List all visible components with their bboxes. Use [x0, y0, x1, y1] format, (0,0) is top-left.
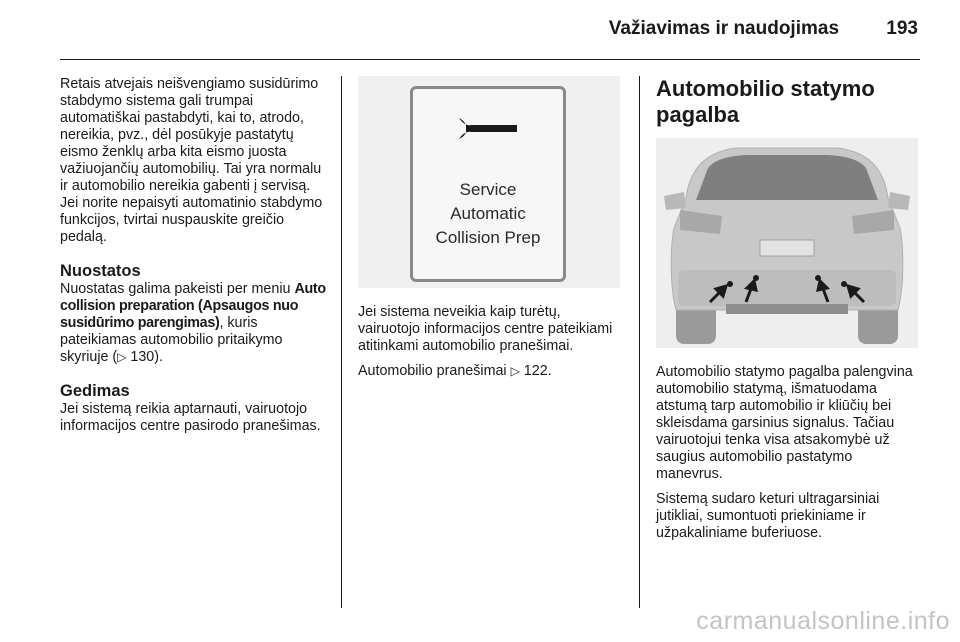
- car-rear-figure: [656, 138, 918, 348]
- column-1: [60, 76, 328, 443]
- undercarriage: [726, 304, 848, 314]
- page-ref-arrow-icon: ▷: [117, 350, 127, 364]
- sensors-paragraph: Sistemą sudaro keturi ultragarsiniai jutikliai, sumontuoti priekiniame ir užpakaliniame buferiuose.: [656, 491, 880, 541]
- rear-window: [696, 155, 878, 200]
- page-ref-arrow-icon: ▷: [510, 364, 520, 378]
- car-rear-illustration: [656, 138, 918, 348]
- parking-assist-heading: Automobilio statymo pagalba: [656, 76, 875, 127]
- column-3: [656, 76, 922, 550]
- panel-line-2: Automatic: [450, 204, 526, 223]
- wrench-icon: [457, 115, 521, 141]
- fault-paragraph: Jei sistemą reikia aptarnauti, vairuotojo informacijos centre pasirodo pranešimas.: [60, 401, 321, 434]
- settings-text-after: , kuris pateikiamas automobilio pritaikymo skyriuje (: [60, 315, 283, 365]
- settings-paragraph: [60, 281, 328, 366]
- messages-page-ref: 122.: [519, 363, 552, 379]
- fault-heading: Gedimas: [60, 382, 130, 400]
- site-watermark: carmanualsonline.info: [696, 607, 950, 635]
- page-number: 193: [886, 18, 918, 39]
- header-rule: [60, 59, 920, 60]
- chapter-title: Važiavimas ir naudojimas: [608, 18, 840, 39]
- dic-message-figure: [358, 76, 620, 288]
- panel-line-3: Collision Prep: [435, 228, 541, 247]
- license-plate: [760, 240, 814, 256]
- settings-page-ref: 130).: [126, 349, 163, 365]
- panel-line-1: Service: [459, 180, 517, 199]
- settings-heading: Nuostatos: [60, 262, 141, 280]
- info-display-panel: [410, 86, 566, 282]
- settings-menu-name: Auto collision preparation (Apsaugos nuo susidūrimo parengimas): [60, 281, 326, 331]
- settings-text: Nuostatas galima pakeisti per meniu: [60, 281, 291, 297]
- intro-paragraph: Retais atvejais neišvengiamo susidūrimo stabdymo sistema gali trumpai automatiškai pastabdyti, kai to, atrodo, nereikia, pvz., dėl posūkyje pastatytų eismo ženklų arba kita eismo juosta važiuojančių automobilių. Tai yra normalu ir automobilio nereikia gabenti į servisą. Jei norite nepaisyti automatinio stabdymo funkcijos, tvirtai nuspauskite greičio pedalą.: [60, 76, 323, 245]
- column-divider: [341, 76, 342, 608]
- parking-assist-paragraph: Automobilio statymo pagalba palengvina automobilio statymą, išmatuodama atstumą tarp automobilio ir kliūčių bei skleisdama garsinius signalus. Tačiau vairuotojui tenka visa atsakomybė už saugius automobilio pastatymo manevrus.: [656, 364, 913, 482]
- messages-text: Automobilio pranešimai: [358, 363, 507, 379]
- column-2: [358, 76, 624, 388]
- column-divider: [639, 76, 640, 608]
- malfunction-paragraph: Jei sistema neveikia kaip turėtų, vairuotojo informacijos centre pateikiami atitinkami automobilio pranešimai.: [358, 304, 613, 354]
- messages-paragraph: [358, 363, 624, 380]
- page-header: [0, 18, 918, 40]
